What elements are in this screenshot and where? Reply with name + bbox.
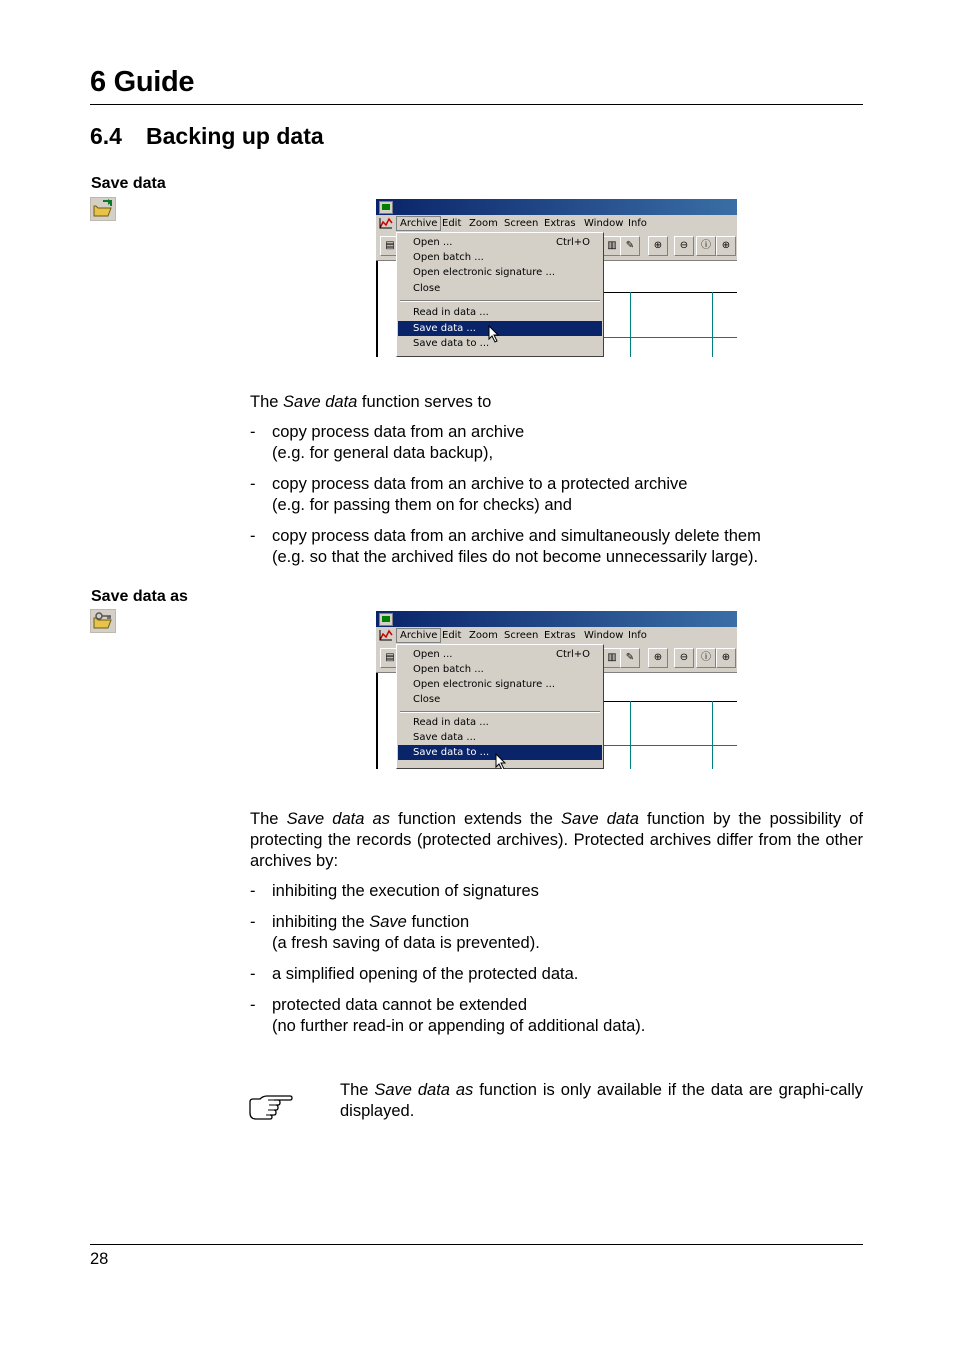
- list-item: - copy process data from an archive and simultaneously delete them (e.g. so that the archived files do not become unnecessarily large).: [250, 526, 863, 568]
- save-data-as-heading: Save data as: [91, 588, 188, 605]
- note-text: The Save data as function is only available if the data are graphi-cally displayed.: [340, 1081, 863, 1120]
- zoom-in-icon[interactable]: ⊕: [716, 236, 736, 256]
- menu-screenshot-save-data: [376, 199, 737, 357]
- chapter-title: 6 Guide: [90, 66, 195, 98]
- open-icon[interactable]: ▤: [380, 648, 400, 668]
- menu-screen[interactable]: Screen: [504, 218, 539, 229]
- menu-item-save-data-to[interactable]: Save data to ...: [413, 338, 490, 349]
- menu-item-read-in-data[interactable]: Read in data ...: [413, 717, 489, 728]
- zoom-icon[interactable]: ⊕: [648, 648, 668, 668]
- menu-item-save-data-to[interactable]: Save data to ...: [398, 745, 602, 760]
- menu-zoom[interactable]: Zoom: [469, 218, 498, 229]
- window-titlebar: [376, 611, 737, 627]
- list-item: - copy process data from an archive to a protected archive (e.g. for passing them on for checks) and: [250, 474, 863, 516]
- menu-item-open-batch[interactable]: Open batch ...: [413, 664, 484, 675]
- menu-item-open-electronic-signature[interactable]: Open electronic signature ...: [413, 679, 556, 690]
- menu-window[interactable]: Window: [584, 218, 624, 229]
- mouse-cursor-icon: [495, 753, 507, 769]
- menu-item-read-in-data[interactable]: Read in data ...: [413, 307, 489, 318]
- mouse-cursor-icon: [488, 325, 500, 343]
- menu-bar: [376, 627, 737, 644]
- signature-icon[interactable]: ✎: [620, 236, 640, 256]
- open-icon[interactable]: ▤: [380, 236, 400, 256]
- signature-icon[interactable]: ✎: [620, 648, 640, 668]
- list-icon[interactable]: ▥: [602, 236, 622, 256]
- save-data-as-intro: The Save data as function extends the Save data function by the possibility of protecting the records (protected archives). Protected archives differ from the other archives by:: [250, 810, 863, 870]
- menu-edit[interactable]: Edit: [442, 630, 462, 641]
- menu-info[interactable]: Info: [628, 218, 647, 229]
- zoom-out-icon[interactable]: ⊖: [674, 236, 694, 256]
- menu-extras[interactable]: Extras: [544, 218, 576, 229]
- list-icon[interactable]: ▥: [602, 648, 622, 668]
- zoom-in-icon[interactable]: ⊕: [716, 648, 736, 668]
- menu-extras[interactable]: Extras: [544, 630, 576, 641]
- menu-screenshot-save-data-as: [376, 611, 737, 769]
- menu-bar: [376, 215, 737, 232]
- menu-info[interactable]: Info: [628, 630, 647, 641]
- menu-item-open[interactable]: Open ... Ctrl+O: [413, 237, 591, 248]
- footer-rule: [90, 1244, 863, 1245]
- section-number: 6.4: [90, 123, 122, 149]
- section-heading: [90, 123, 324, 150]
- app-icon: [379, 613, 393, 626]
- list-item: - inhibiting the Save function (a fresh saving of data is prevented).: [250, 912, 863, 954]
- menu-item-open[interactable]: Open ... Ctrl+O: [413, 649, 591, 660]
- menu-item-open-electronic-signature[interactable]: Open electronic signature ...: [413, 267, 556, 278]
- list-item: - a simplified opening of the protected data.: [250, 964, 863, 985]
- menu-item-close[interactable]: Close: [413, 283, 441, 294]
- save-data-icon: [90, 197, 116, 221]
- zoom-info-icon[interactable]: ⓘ: [696, 236, 716, 256]
- menu-edit[interactable]: Edit: [442, 218, 462, 229]
- window-titlebar: [376, 199, 737, 215]
- pointing-hand-icon: [248, 1094, 294, 1120]
- menu-archive[interactable]: Archive: [396, 216, 441, 231]
- menu-window[interactable]: Window: [584, 630, 624, 641]
- save-data-heading: Save data: [91, 175, 166, 192]
- save-data-as-icon: [90, 609, 116, 633]
- zoom-out-icon[interactable]: ⊖: [674, 648, 694, 668]
- save-data-intro: The Save data function serves to: [250, 393, 492, 411]
- save-data-bullets: [250, 422, 863, 578]
- list-item: - inhibiting the execution of signatures: [250, 881, 863, 902]
- menu-item-save-data[interactable]: Save data ...: [413, 732, 476, 743]
- menu-item-close[interactable]: Close: [413, 694, 441, 705]
- header-rule: [90, 104, 863, 105]
- page-number: 28: [90, 1250, 109, 1268]
- chart-menu-icon: [379, 629, 393, 644]
- menu-item-open-batch[interactable]: Open batch ...: [413, 252, 484, 263]
- app-icon: [379, 201, 393, 214]
- menu-screen[interactable]: Screen: [504, 630, 539, 641]
- menu-archive[interactable]: Archive: [396, 628, 441, 643]
- menu-zoom[interactable]: Zoom: [469, 630, 498, 641]
- menu-item-save-data[interactable]: Save data ...: [398, 321, 602, 336]
- list-item: - protected data cannot be extended (no further read-in or appending of additional data).: [250, 995, 863, 1037]
- save-data-as-bullets: [250, 881, 863, 1047]
- archive-dropdown: [396, 644, 604, 769]
- chart-menu-icon: [379, 217, 393, 232]
- section-title: Backing up data: [146, 123, 324, 149]
- zoom-info-icon[interactable]: ⓘ: [696, 648, 716, 668]
- zoom-icon[interactable]: ⊕: [648, 236, 668, 256]
- archive-dropdown: [396, 232, 604, 357]
- list-item: - copy process data from an archive (e.g. for general data backup),: [250, 422, 863, 464]
